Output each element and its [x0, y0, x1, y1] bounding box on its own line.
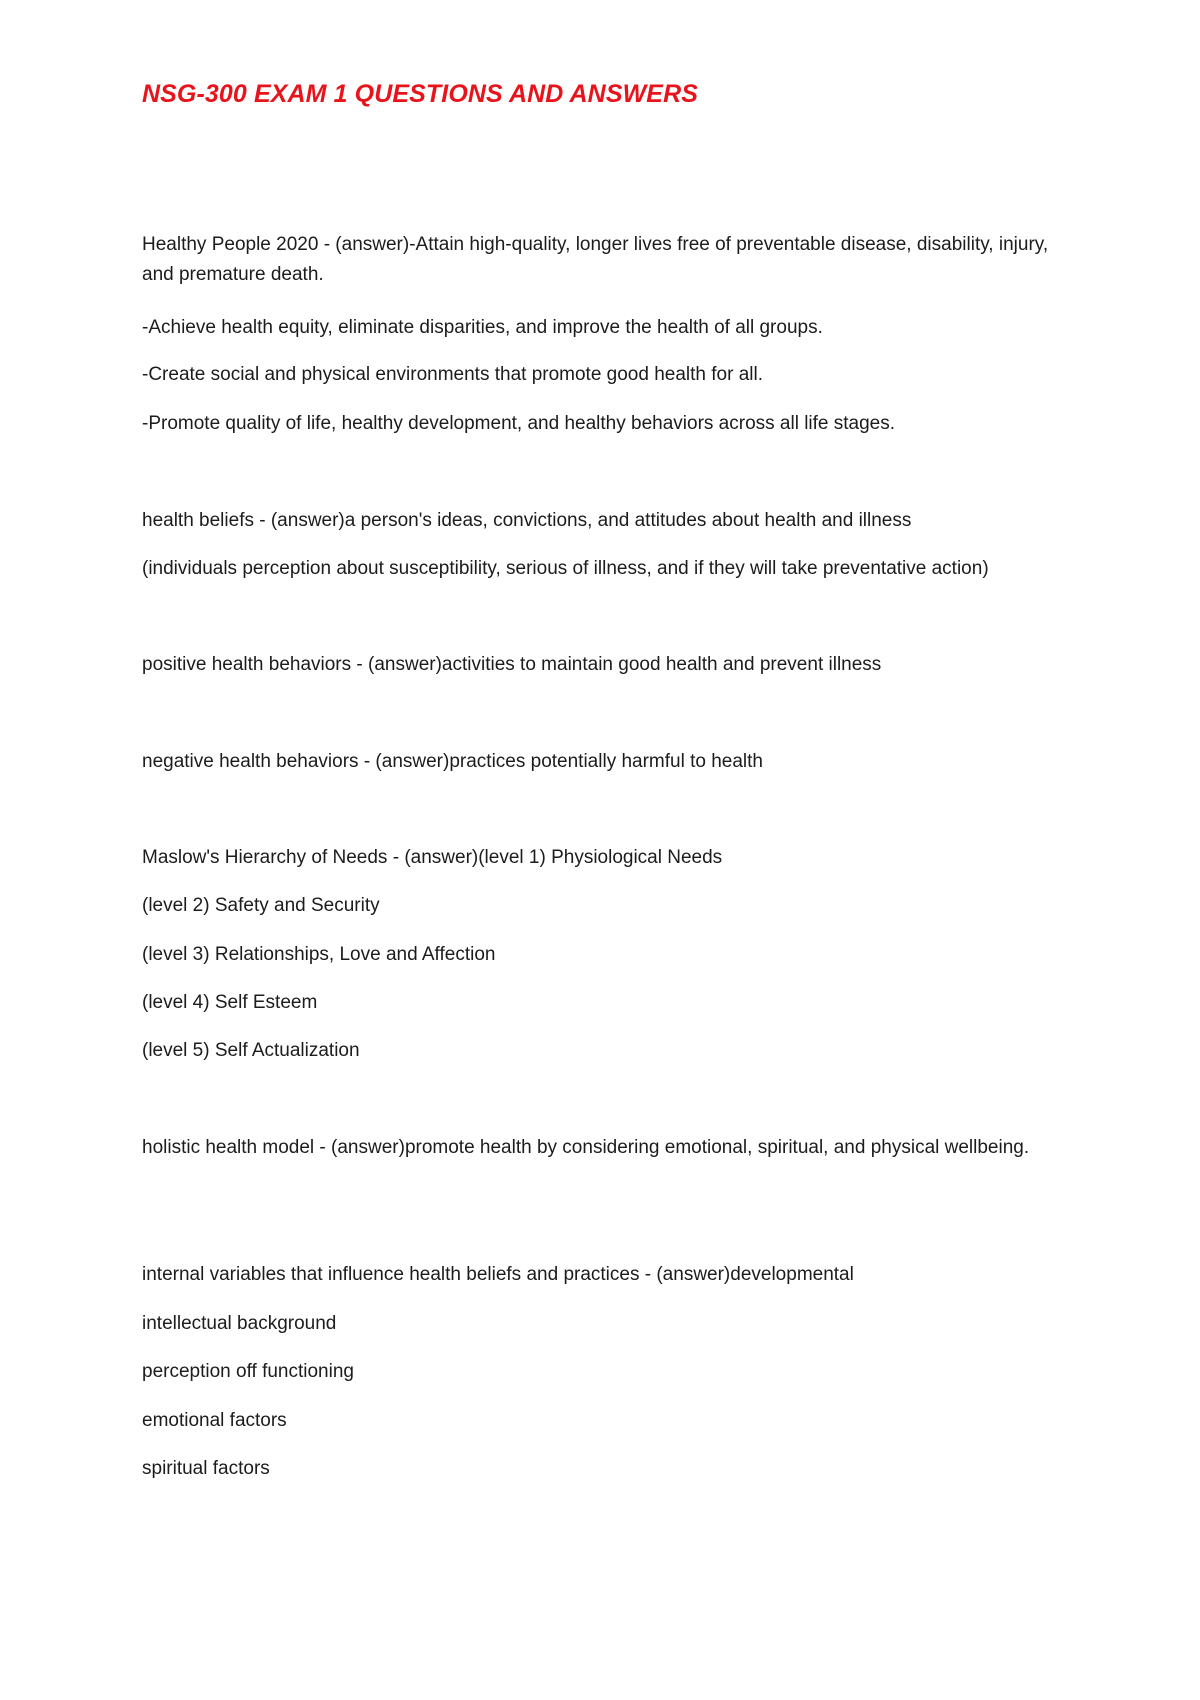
negative-behaviors-question: negative health behaviors - (answer)practices potentially harmful to health	[142, 751, 763, 772]
internal-variables-answer-line: perception off functioning	[142, 1361, 354, 1382]
health-beliefs-question: health beliefs - (answer)a person's ideas, convictions, and attitudes about health and illness	[142, 510, 912, 531]
health-beliefs-answer-line: (individuals perception about susceptibility, serious of illness, and if they will take preventative action)	[142, 558, 989, 579]
maslow-question: Maslow's Hierarchy of Needs - (answer)(level 1) Physiological Needs	[142, 847, 723, 868]
maslow-level-line: (level 2) Safety and Security	[142, 895, 380, 916]
internal-variables-answer-line: intellectual background	[142, 1313, 337, 1334]
healthy-people-answer-line: -Create social and physical environments that promote good health for all.	[142, 364, 764, 385]
healthy-people-answer-line: -Achieve health equity, eliminate disparities, and improve the health of all groups.	[142, 317, 823, 338]
maslow-level-line: (level 5) Self Actualization	[142, 1040, 360, 1061]
positive-behaviors-question: positive health behaviors - (answer)activities to maintain good health and prevent illness	[142, 654, 882, 675]
holistic-model-question: holistic health model - (answer)promote health by considering emotional, spiritual, and physical wellbeing.	[142, 1137, 1030, 1158]
internal-variables-answer-line: spiritual factors	[142, 1458, 270, 1479]
healthy-people-question: Healthy People 2020 - (answer)-Attain high-quality, longer lives free of preventable disease, disability, injury, and premature death.	[142, 234, 1049, 285]
healthy-people-answer-line: -Promote quality of life, healthy development, and healthy behaviors across all life stages.	[142, 413, 896, 434]
maslow-level-line: (level 4) Self Esteem	[142, 992, 318, 1013]
maslow-level-line: (level 3) Relationships, Love and Affection	[142, 944, 496, 965]
internal-variables-answer-line: emotional factors	[142, 1410, 287, 1431]
internal-variables-question: internal variables that influence health beliefs and practices - (answer)developmental	[142, 1264, 854, 1285]
document-title: NSG-300 EXAM 1 QUESTIONS AND ANSWERS	[142, 80, 699, 108]
